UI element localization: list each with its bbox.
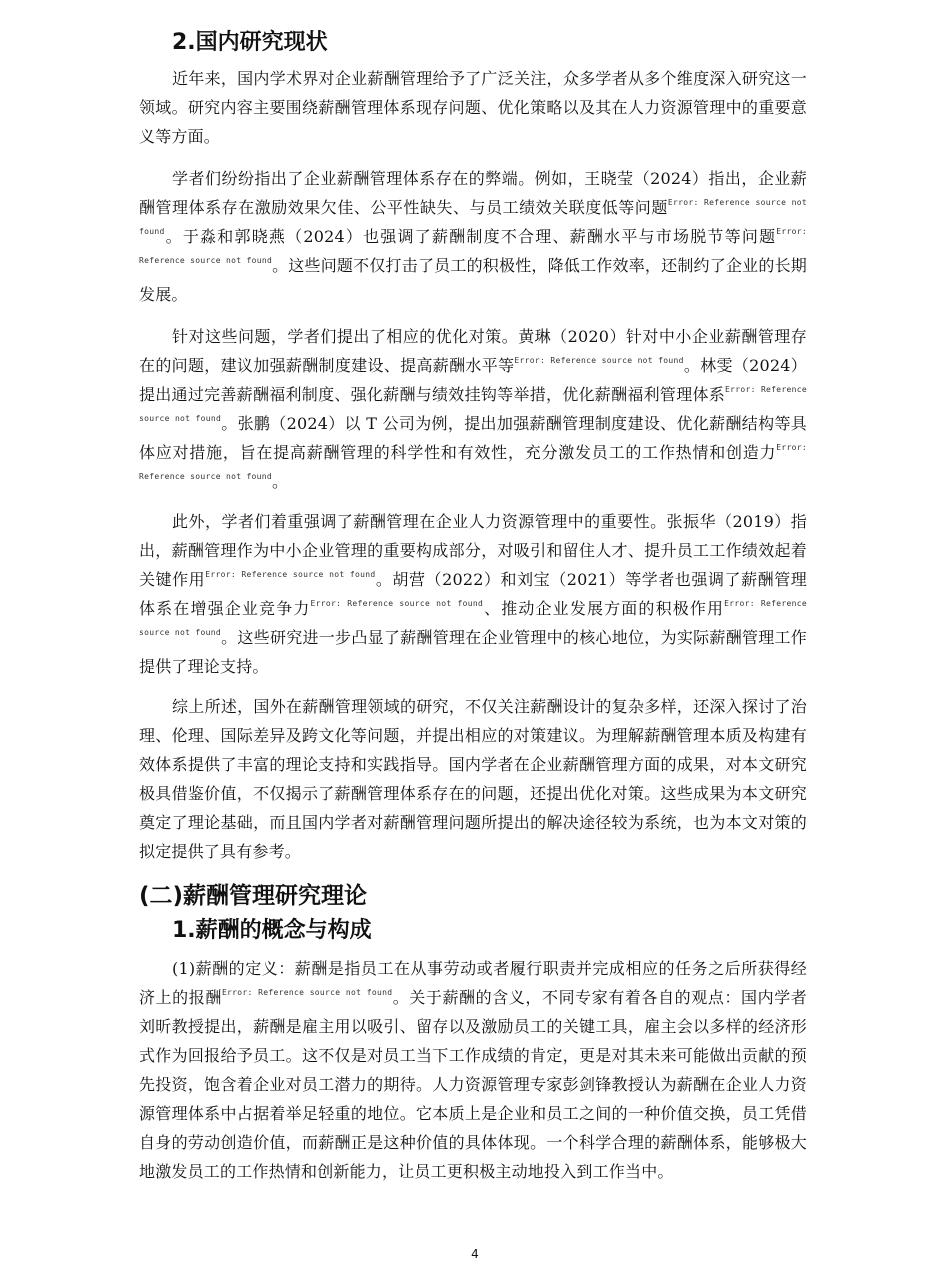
reference-error[interactable]: Error: Reference source not found [221, 988, 393, 997]
page-number: 4 [471, 1247, 479, 1261]
reference-error[interactable]: Error: Reference source not found [205, 570, 376, 579]
text-run: (1)薪酬的定义：薪酬是指员工在从事劳动或者履行职责并完成相应的任务之后所获得经济上的报酬 [139, 959, 807, 1007]
paragraph-countermeasures [139, 322, 807, 496]
text-run: 。张鹏（2024）以 T 公司为例，提出加强薪酬管理制度建设、优化薪酬结构等具体应对措施，旨在提高薪酬管理的科学性和有效性，充分激发员工的工作热情和创造力 [139, 414, 807, 462]
section-heading-theory: (二)薪酬管理研究理论 [139, 883, 368, 909]
text-run: 、推动企业发展方面的积极作用 [483, 599, 725, 618]
reference-error[interactable]: Error: Reference source not found [139, 198, 807, 236]
section-heading-domestic-research: 2.国内研究现状 [172, 30, 328, 55]
text-run: 。于淼和郭晓燕（2024）也强调了薪酬制度不合理、薪酬水平与市场脱节等问题 [164, 227, 777, 246]
text-run: 。 [272, 472, 289, 491]
text-run: 。关于薪酬的含义，不同专家有着各自的观点：国内学者刘昕教授提出，薪酬是雇主用以吸引、留存以及激励员工的关键工具，雇主会以多样的经济形式作为回报给予员工。这不仅是对员工当下工作成绩的肯定，更是对其未来可能做出贡献的预先投资，饱含着企业对员工潜力的期待。人力资源管理专家彭剑锋教授认为薪酬在企业人力资源管理体系中占据着举足轻重的地位。它本质上是企业和员工之间的一种价值交换，员工凭借自身的劳动创造价值，而薪酬正是这种价值的具体体现。一个科学合理的薪酬体系，能够极大地激发员工的工作热情和创新能力，让员工更积极主动地投入到工作当中。 [139, 988, 807, 1181]
reference-error[interactable]: Error: Reference source not found [310, 599, 484, 608]
paragraph-intro-text: 近年来，国内学术界对企业薪酬管理给予了广泛关注，众多学者从多个维度深入研究这一领域。研究内容主要围绕薪酬管理体系现存问题、优化策略以及其在人力资源管理中的重要意义等方面。 [139, 69, 807, 146]
text-run: 。这些问题不仅打击了员工的积极性，降低工作效率，还制约了企业的长期发展。 [139, 256, 807, 304]
text-run: 。这些研究进一步凸显了薪酬管理在企业管理中的核心地位，为实际薪酬管理工作提供了理论支持。 [139, 628, 808, 676]
paragraph-definition [139, 954, 807, 1186]
text-run: 学者们纷纷指出了企业薪酬管理体系存在的弊端。例如，王晓莹（2024）指出，企业薪酬管理体系存在激励效果欠佳、公平性缺失、与员工绩效关联度低等问题 [139, 169, 807, 217]
reference-error[interactable]: Error: Reference source not found [139, 385, 807, 423]
text-run: 此外，学者们着重强调了薪酬管理在企业人力资源管理中的重要性。张振华（2019）指出，薪酬管理作为中小企业管理的重要构成部分，对吸引和留住人才、提升员工工作绩效起着关键作用 [139, 512, 807, 589]
paragraph-summary [139, 692, 807, 866]
text-run: 。林雯（2024）提出通过完善薪酬福利制度、强化薪酬与绩效挂钩等举措，优化薪酬福利管理体系 [139, 356, 807, 404]
paragraph-intro [139, 64, 807, 151]
reference-error[interactable]: Error: Reference source not found [139, 227, 807, 265]
paragraph-problems [139, 164, 807, 309]
reference-error[interactable]: Error: Reference source not found [139, 443, 807, 481]
reference-error[interactable]: Error: Reference source not found [514, 356, 684, 365]
paragraph-summary-text: 综上所述，国外在薪酬管理领域的研究，不仅关注薪酬设计的复杂多样，还深入探讨了治理、伦理、国际差异及跨文化等问题，并提出相应的对策建议。为理解薪酬管理本质及构建有效体系提供了丰富的理论支持和实践指导。国内学者在企业薪酬管理方面的成果，对本文研究极具借鉴价值，不仅揭示了薪酬管理体系存在的问题，还提出优化对策。这些成果为本文研究奠定了理论基础，而且国内学者对薪酬管理问题所提出的解决途径较为系统，也为本文对策的拟定提供了具有参考。 [139, 697, 807, 861]
text-run: 。胡营（2022）和刘宝（2021）等学者也强调了薪酬管理体系在增强企业竞争力 [139, 570, 807, 618]
text-run: 针对这些问题，学者们提出了相应的优化对策。黄琳（2020）针对中小企业薪酬管理存在的问题，建议加强薪酬制度建设、提高薪酬水平等 [139, 327, 807, 375]
paragraph-importance [139, 507, 807, 681]
subsection-heading-concept: 1.薪酬的概念与构成 [172, 918, 372, 943]
reference-error[interactable]: Error: Reference source not found [139, 599, 807, 637]
